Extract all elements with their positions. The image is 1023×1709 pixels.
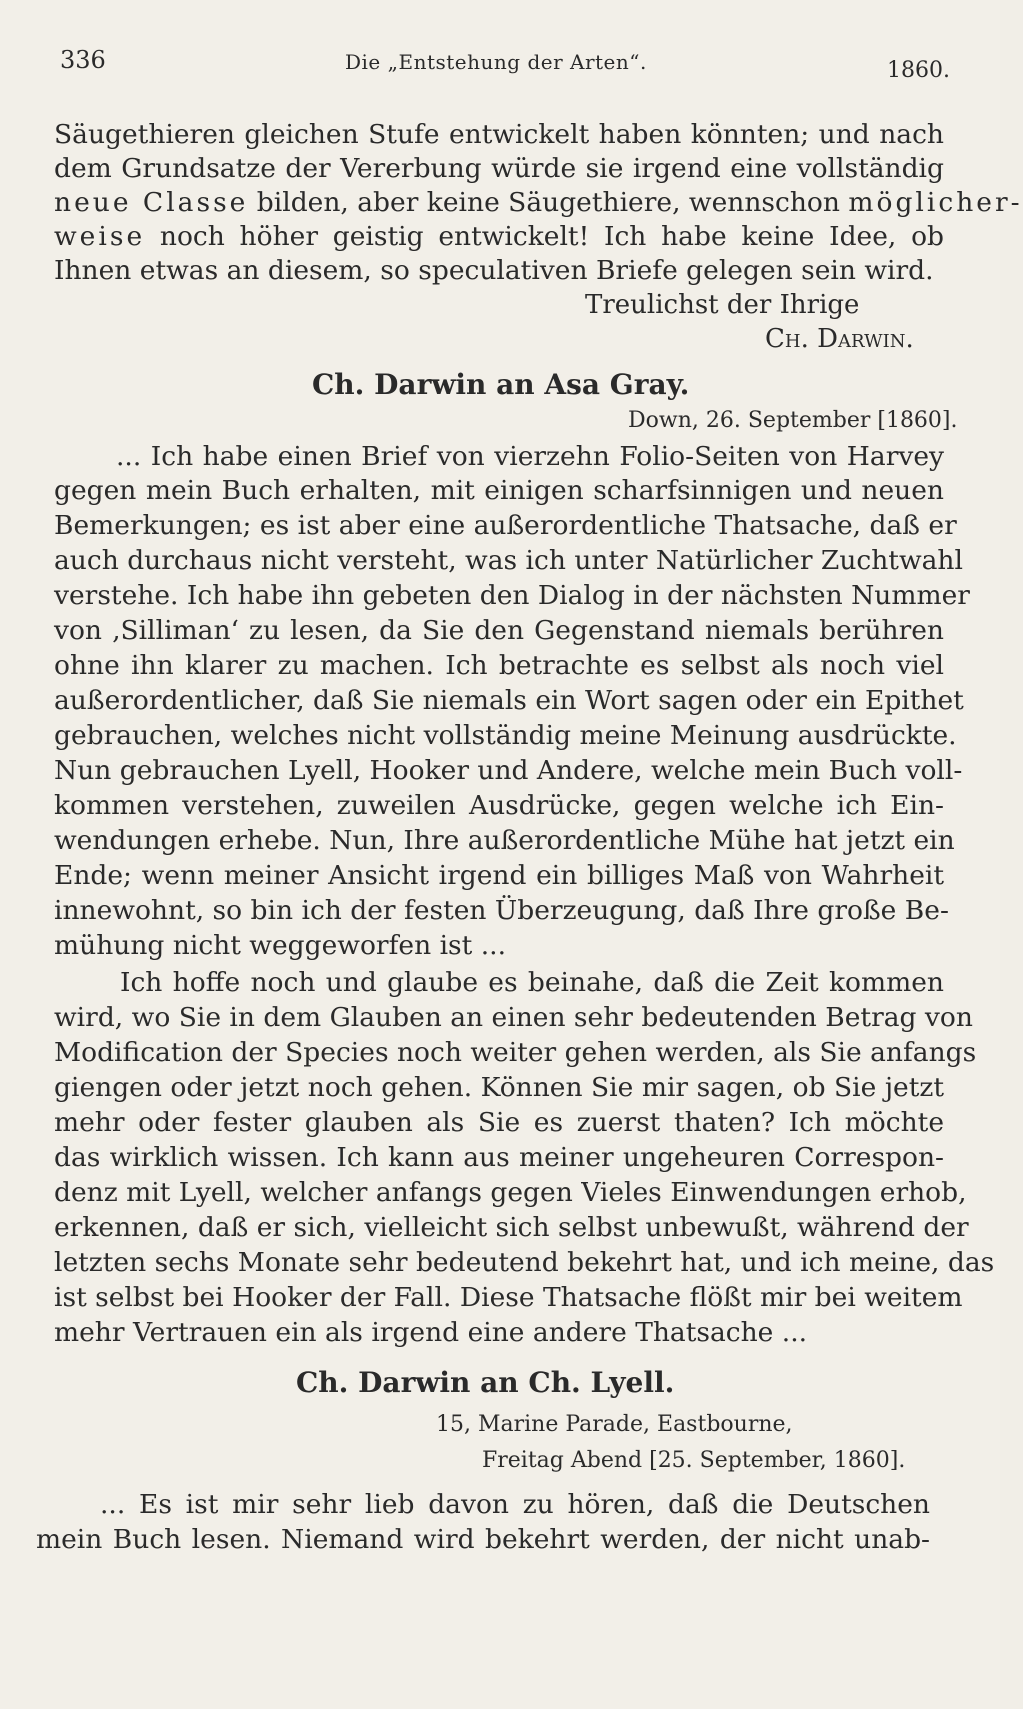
letter-date: Down, 26. September [1860]. [628,408,958,433]
text-line: letzten sechs Monate sehr bedeutend bekehrt hat, und ich meine, das [54,1247,995,1278]
text-line: Ende; wenn meiner Ansicht irgend ein billiges Maß von Wahrheit [54,860,944,891]
text-line: dem Grundsatze der Vererbung würde sie irgend eine vollständig [54,153,944,184]
text-line: Nun gebrauchen Lyell, Hooker und Andere, welche mein Buch voll- [54,755,963,786]
text-line: mühung nicht weggeworfen ist ... [54,930,506,961]
text-line: Säugethieren gleichen Stufe entwickelt haben könnten; und nach [54,119,944,150]
text-line: Ihnen etwas an diesem, so speculativen Briefe gelegen sein wird. [54,255,934,286]
text-line: von ‚Silliman‘ zu lesen, da Sie den Gegenstand niemals berühren [54,615,944,646]
page-header [60,46,950,86]
letter-heading: Ch. Darwin an Ch. Lyell. [296,1366,675,1399]
text-line: mehr Vertrauen ein als irgend eine andere Thatsache ... [54,1317,808,1348]
text-line: kommen verstehen, zuweilen Ausdrücke, gegen welche ich Ein- [54,790,944,821]
text-line: mehr oder fester glauben als Sie es zuerst thaten? Ich möchte [54,1107,944,1138]
text-line [54,220,944,254]
text-line: mein Buch lesen. Niemand wird bekehrt werden, der nicht unab- [36,1524,930,1555]
signature: Ch. Darwin. [765,324,914,354]
text-line: erkennen, daß er sich, vielleicht sich selbst unbewußt, während der [54,1212,969,1243]
text-line: giengen oder jetzt noch gehen. Können Sie mir sagen, ob Sie jetzt [54,1072,944,1103]
text-line [54,186,1023,220]
emphasis-text: neue Classe [54,187,249,218]
text-line: gebrauchen, welches nicht vollständig meine Meinung ausdrückte. [54,720,957,751]
text-line: das wirklich wissen. Ich kann aus meiner ungeheuren Correspon- [54,1142,944,1173]
text-line: gegen mein Buch erhalten, mit einigen scharfsinnigen und neuen [54,475,944,506]
text-span: bilden, aber keine Säugethiere, wennschon [248,187,849,218]
text-line: ... Ich habe einen Brief von vierzehn Folio-Seiten von Harvey [116,441,944,472]
header-year: 1860. [887,58,950,83]
letter-heading: Ch. Darwin an Asa Gray. [312,368,690,401]
emphasis-text: weise [54,221,146,252]
text-span: noch höher geistig entwickelt! Ich habe keine Idee, ob [145,221,944,252]
running-title: Die „Entstehung der Arten“. [345,50,647,74]
text-line: denz mit Lyell, welcher anfangs gegen Vieles Einwendungen erhob, [54,1177,967,1208]
text-line: innewohnt, so bin ich der festen Überzeugung, daß Ihre große Be- [54,895,949,926]
text-line: wendungen erhebe. Nun, Ihre außerordentliche Mühe hat jetzt ein [54,825,955,856]
text-line: auch durchaus nicht versteht, was ich unter Natürlicher Zuchtwahl [54,545,963,576]
text-line: verstehe. Ich habe ihn gebeten den Dialog in der nächsten Nummer [54,580,970,611]
letter-date: Freitag Abend [25. September, 1860]. [482,1448,906,1473]
letter-address: 15, Marine Parade, Eastbourne, [436,1412,793,1437]
text-line: ist selbst bei Hooker der Fall. Diese Thatsache flößt mir bei weitem [54,1282,963,1313]
text-line: ... Es ist mir sehr lieb davon zu hören, daß die Deutschen [100,1489,930,1520]
text-line: wird, wo Sie in dem Glauben an einen sehr bedeutenden Betrag von [54,1002,973,1033]
text-line: außerordentlicher, daß Sie niemals ein Wort sagen oder ein Epithet [54,685,964,716]
page-number: 336 [60,46,106,74]
emphasis-text: möglicher- [848,187,1023,218]
text-line: ohne ihn klarer zu machen. Ich betrachte es selbst als noch viel [54,650,944,681]
closing-formula: Treulichst der Ihrige [585,290,860,320]
text-line: Modification der Species noch weiter gehen werden, als Sie anfangs [54,1037,977,1068]
text-line: Ich hoffe noch und glaube es beinahe, daß die Zeit kommen [120,967,944,998]
text-line: Bemerkungen; es ist aber eine außerordentliche Thatsache, daß er [54,510,957,541]
